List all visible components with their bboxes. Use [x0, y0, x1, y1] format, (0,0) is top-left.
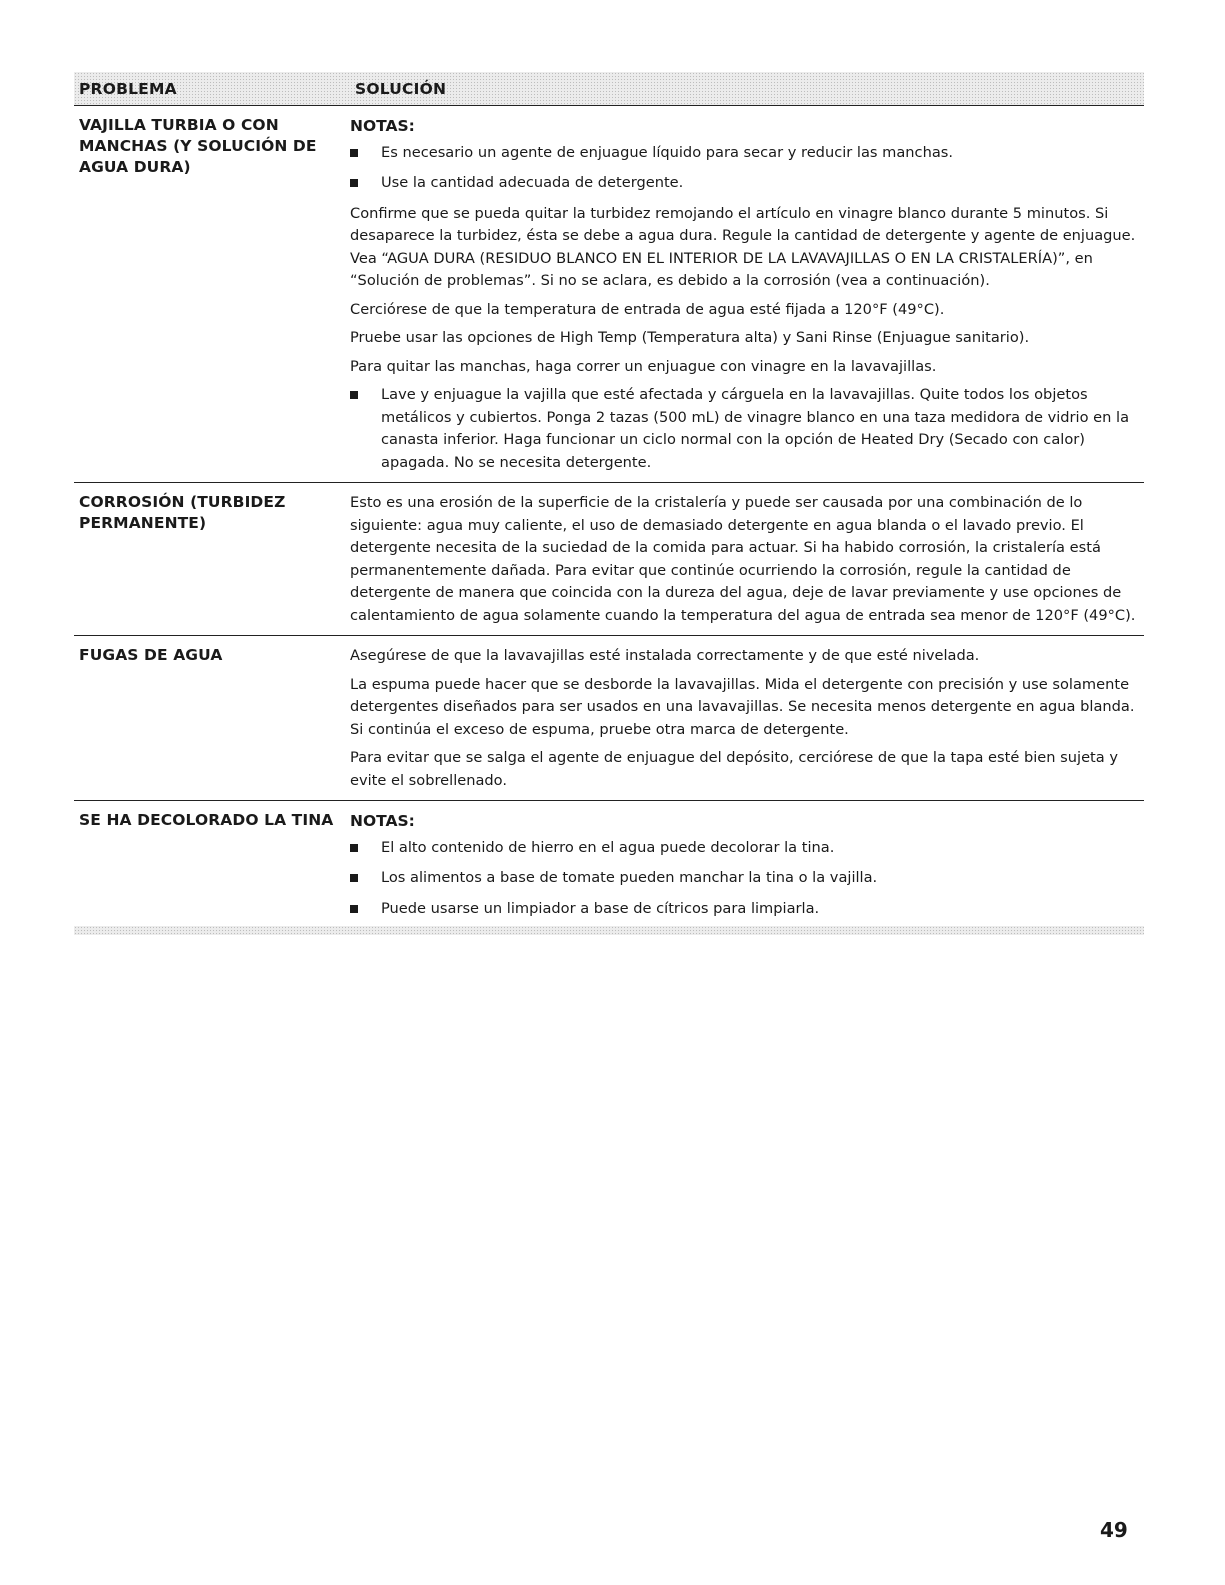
- solution-paragraph: Confirme que se pueda quitar la turbidez remojando el artículo en vinagre blanco durante 5 minutos. Si desaparece la turbidez, ésta se debe a agua dura. Regule la cantidad de detergente y agente de enjuague. Vea “AGUA DURA (RESIDUO BLANCO EN EL INTERIOR DE LA LAVAVAJILLAS O EN LA CRISTALERÍA)”, en “Solución de problemas”. Si no se aclara, es debido a la corrosión (vea a continuación).: [350, 204, 1136, 289]
- solution-paragraph: Pruebe usar las opciones de High Temp (Temperatura alta) y Sani Rinse (Enjuague sanitario).: [350, 329, 1030, 346]
- solution-paragraph: Asegúrese de que la lavavajillas esté instalada correctamente y de que esté nivelada.: [350, 647, 980, 664]
- problem-cell: CORROSIÓN (TURBIDEZ PERMANENTE): [79, 493, 286, 532]
- bullet-square-icon: [350, 142, 381, 165]
- bullet-square-icon: [350, 898, 381, 921]
- page-number: 49: [1100, 1518, 1128, 1542]
- table-bottom-band: [74, 926, 1144, 935]
- bullet-text: Es necesario un agente de enjuague líquido para secar y reducir las manchas.: [381, 143, 954, 161]
- bullet-square-icon: [350, 172, 381, 195]
- solution-paragraph: Esto es una erosión de la superficie de la cristalería y puede ser causada por una combinación de lo siguiente: agua muy caliente, el uso de demasiado detergente en agua blanda o el lavado previo. El detergente necesita de la suciedad de la comida para actuar. Si ha habido corrosión, la cristalería está permanentemente dañada. Para evitar que continúe ocurriendo la corrosión, regule la cantidad de detergente de manera que coincida con la dureza del agua, deje de lavar previamente y use opciones de calentamiento de agua solamente cuando la temperatura del agua de entrada sea menor de 120°F (49°C).: [350, 494, 1136, 624]
- solution-cell: [346, 115, 1144, 474]
- bullet-item: [350, 867, 1138, 890]
- table-row: [74, 801, 1144, 926]
- table-row: [74, 106, 1144, 483]
- bullet-square-icon: [350, 837, 381, 860]
- problem-cell: FUGAS DE AGUA: [79, 646, 223, 664]
- solution-paragraph: Cerciórese de que la temperatura de entrada de agua esté fijada a 120°F (49°C).: [350, 300, 945, 318]
- bullet-text: Los alimentos a base de tomate pueden manchar la tina o la vajilla.: [381, 869, 878, 886]
- table-row: [74, 636, 1144, 801]
- notes-label: NOTAS:: [350, 812, 415, 830]
- table-header: [74, 72, 1144, 106]
- bullet-text: El alto contenido de hierro en el agua puede decolorar la tina.: [381, 838, 835, 856]
- bullet-square-icon: [350, 384, 381, 474]
- bullet-item: [350, 172, 1138, 195]
- bullet-text: Puede usarse un limpiador a base de cítricos para limpiarla.: [381, 899, 820, 917]
- solution-paragraph: Para evitar que se salga el agente de enjuague del depósito, cerciórese de que la tapa esté bien sujeta y evite el sobrellenado.: [350, 749, 1118, 789]
- bullet-square-icon: [350, 867, 381, 890]
- bullet-item: [350, 898, 1138, 921]
- solution-cell: [346, 645, 1144, 792]
- solution-cell: [346, 492, 1144, 627]
- table-row: [74, 483, 1144, 636]
- bullet-text: Lave y enjuague la vajilla que esté afectada y cárguela en la lavavajillas. Quite todos los objetos metálicos y cubiertos. Ponga 2 tazas (500 mL) de vinagre blanco en una taza medidora de vidrio en la canasta inferior. Haga funcionar un ciclo normal con la opción de Heated Dry (Secado con calor) apagada. No se necesita detergente.: [381, 386, 1130, 471]
- bullet-item: [350, 384, 1138, 474]
- bullet-item: [350, 837, 1138, 860]
- bullet-text: Use la cantidad adecuada de detergente.: [381, 174, 684, 191]
- troubleshooting-table: [74, 72, 1144, 935]
- notes-label: NOTAS:: [350, 117, 415, 135]
- header-solution: SOLUCIÓN: [355, 79, 447, 98]
- bullet-item: [350, 142, 1138, 165]
- solution-cell: [346, 810, 1144, 922]
- header-problem: PROBLEMA: [79, 79, 177, 98]
- problem-cell: VAJILLA TURBIA O CON MANCHAS (Y SOLUCIÓN DE AGUA DURA): [79, 116, 317, 176]
- solution-paragraph: Para quitar las manchas, haga correr un enjuague con vinagre en la lavavajillas.: [350, 357, 937, 375]
- solution-paragraph: La espuma puede hacer que se desborde la lavavajillas. Mida el detergente con precisión y use solamente detergentes diseñados para ser usados en una lavavajillas. Se necesita menos detergente en agua blanda. Si continúa el exceso de espuma, pruebe otra marca de detergente.: [350, 675, 1135, 738]
- problem-cell: SE HA DECOLORADO LA TINA: [79, 811, 334, 829]
